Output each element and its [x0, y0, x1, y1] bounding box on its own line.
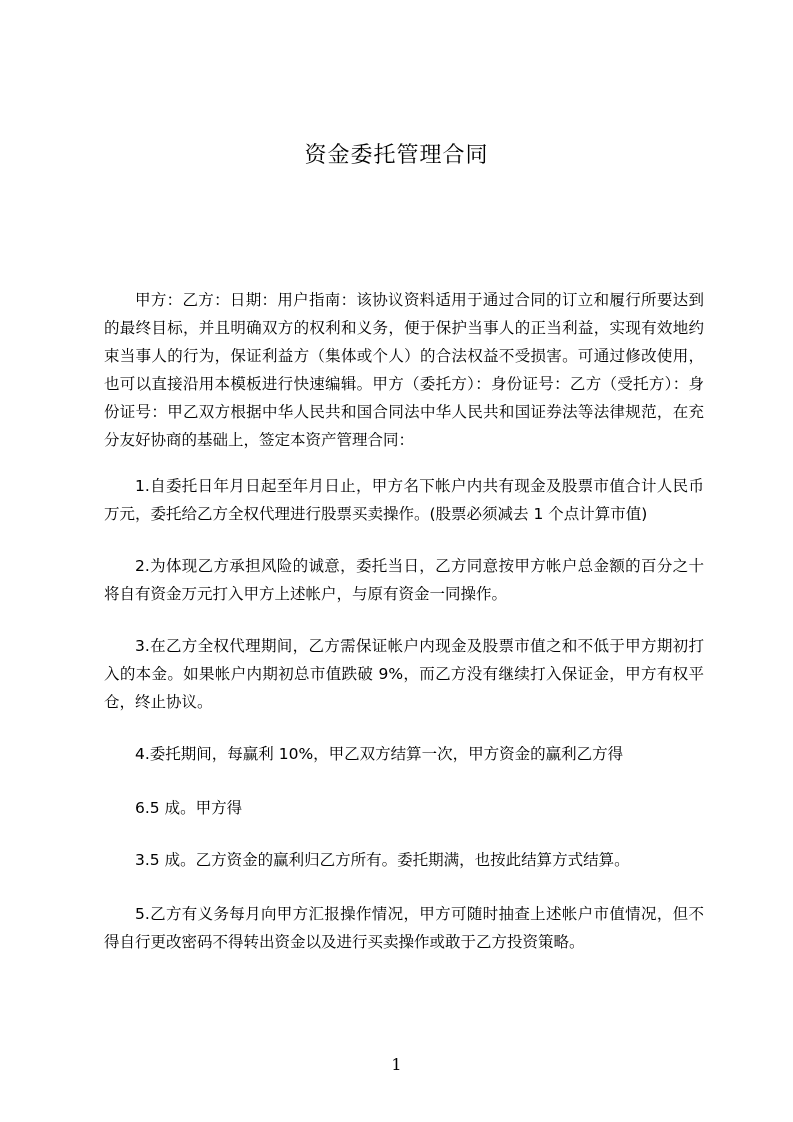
clause-4-continuation-2: 3.5 成。乙方资金的赢利归乙方所有。委托期满，也按此结算方式结算。	[135, 851, 630, 869]
clause-4-continuation-1: 6.5 成。甲方得	[135, 799, 243, 817]
page-title: 资金委托管理合同	[304, 143, 489, 168]
clause-5-paragraph: 5.乙方有义务每月向甲方汇报操作情况，甲方可随时抽查上述帐户市值情况，但不得自行更改密码不得转出资金以及进行买卖操作或敢于乙方投资策略。	[104, 905, 704, 951]
intro-paragraph: 甲方：乙方：日期：用户指南：该协议资料适用于通过合同的订立和履行所要达到的最终目标，并且明确双方的权利和义务，便于保护当事人的正当利益，实现有效地约束当事人的行为，保证利益方（集体或个人）的合法权益不受损害。可通过修改使用，也可以直接沿用本模板进行快速编辑。甲方（委托方）：身份证号：乙方（受托方）：身份证号：甲乙双方根据中华人民共和国合同法中华人民共和国证券法等法律规范，在充分友好协商的基础上，签定本资产管理合同：	[104, 291, 704, 449]
clause-3-paragraph: 3.在乙方全权代理期间，乙方需保证帐户内现金及股票市值之和不低于甲方期初打入的本金。如果帐户内期初总市值跌破 9%，而乙方没有继续打入保证金，甲方有权平仓，终止协议。	[104, 637, 704, 711]
clause-4-paragraph: 4.委托期间，每赢利 10%，甲乙双方结算一次，甲方资金的赢利乙方得	[135, 745, 624, 763]
clause-2-paragraph: 2.为体现乙方承担风险的诚意，委托当日，乙方同意按甲方帐户总金额的百分之十将自有资金万元打入甲方上述帐户，与原有资金一同操作。	[104, 557, 704, 603]
clause-1-paragraph: 1.自委托日年月日起至年月日止，甲方名下帐户内共有现金及股票市值合计人民币万元，委托给乙方全权代理进行股票买卖操作。(股票必须减去 1 个点计算市值)	[104, 477, 704, 523]
page-number: 1	[391, 1055, 402, 1074]
